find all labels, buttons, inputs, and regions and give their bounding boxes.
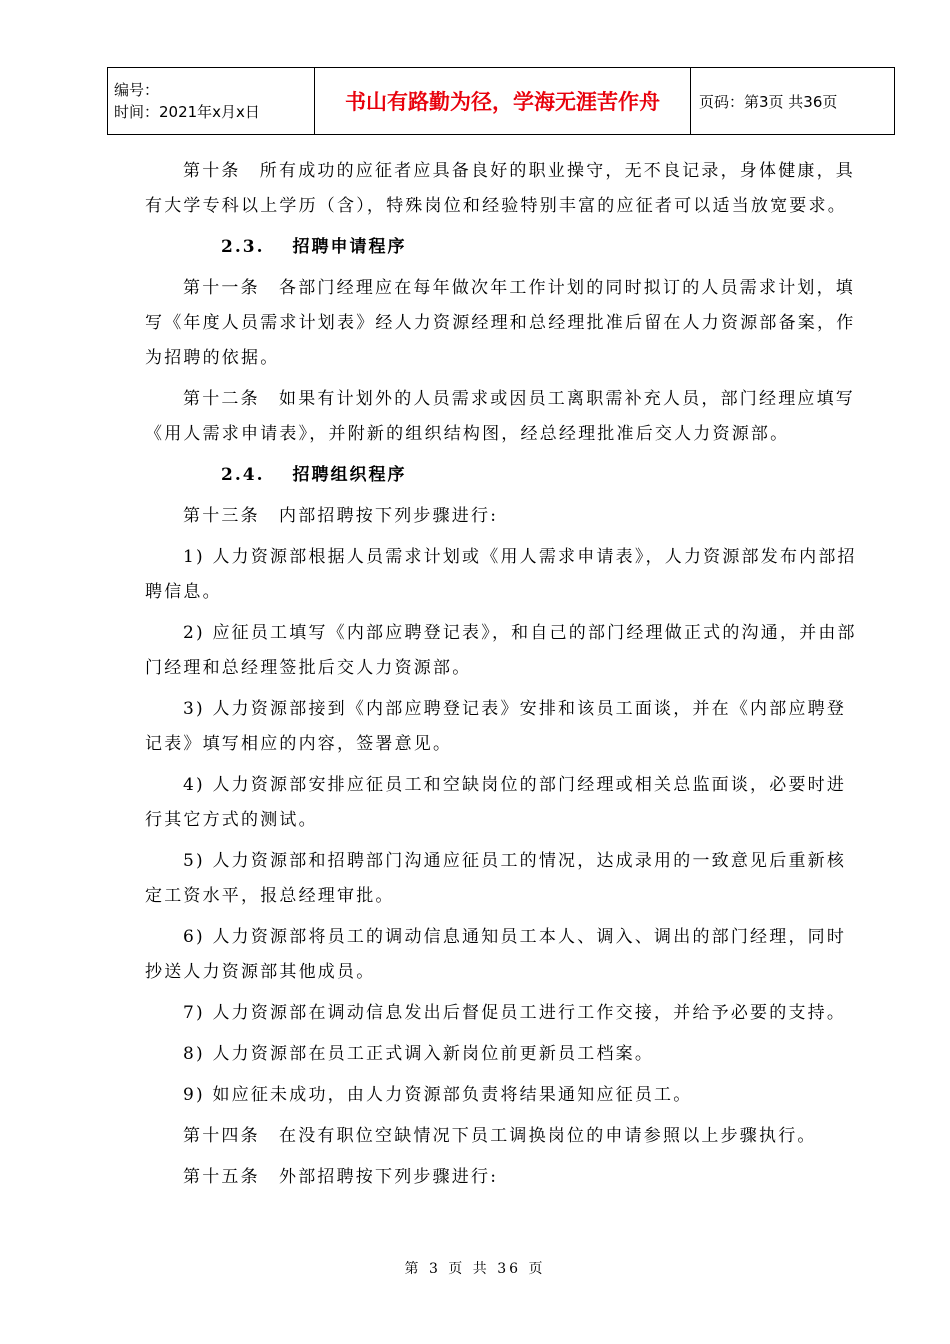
page-footer: 第 3 页 共 36 页 <box>404 1261 546 1277</box>
list-item: 7) 人力资源部在调动信息发出后督促员工进行工作交接，并给予必要的支持。 <box>183 1003 847 1023</box>
section-number: 2.4. <box>221 465 265 485</box>
list-item: 1) 人力资源部根据人员需求计划或《用人需求申请表》，人力资源部发布内部招聘信息。 <box>145 547 857 602</box>
paragraph: 第十二条 如果有计划外的人员需求或因员工离职需补充人员，部门经理应填写《用人需求申请表》，并附新的组织结构图，经总经理批准后交人力资源部。 <box>145 389 855 444</box>
section-heading <box>145 230 865 265</box>
paragraph: 第十条 所有成功的应征者应具备良好的职业操守，无不良记录，身体健康，具有大学专科以上学历（含），特殊岗位和经验特别丰富的应征者可以适当放宽要求。 <box>145 161 855 216</box>
section-heading <box>145 458 865 493</box>
list-item: 4) 人力资源部安排应征员工和空缺岗位的部门经理或相关总监面谈，必要时进行其它方式的测试。 <box>145 775 847 830</box>
section-title: 招聘组织程序 <box>292 465 407 485</box>
header-time-label: 时间：2021年x月x日 <box>114 103 260 121</box>
section-number: 2.3. <box>221 237 265 257</box>
paragraph: 第十五条 外部招聘按下列步骤进行: <box>183 1167 499 1187</box>
document-header <box>107 67 895 135</box>
header-motto: 书山有路勤为径，学海无涯苦作舟 <box>315 68 691 135</box>
header-id-label: 编号： <box>114 81 160 99</box>
document-body <box>145 154 865 1195</box>
header-page-info: 页码：第3页 共36页 <box>691 68 895 135</box>
paragraph: 第十四条 在没有职位空缺情况下员工调换岗位的申请参照以上步骤执行。 <box>183 1126 817 1146</box>
paragraph: 第十三条 内部招聘按下列步骤进行: <box>183 506 499 526</box>
header-meta <box>108 68 315 135</box>
list-item: 2) 应征员工填写《内部应聘登记表》，和自己的部门经理做正式的沟通，并由部门经理和总经理签批后交人力资源部。 <box>145 623 857 678</box>
list-item: 6) 人力资源部将员工的调动信息通知员工本人、调入、调出的部门经理，同时抄送人力资源部其他成员。 <box>145 927 847 982</box>
list-item: 5) 人力资源部和招聘部门沟通应征员工的情况，达成录用的一致意见后重新核定工资水平，报总经理审批。 <box>145 851 847 906</box>
paragraph: 第十一条 各部门经理应在每年做次年工作计划的同时拟订的人员需求计划，填写《年度人员需求计划表》经人力资源经理和总经理批准后留在人力资源部备案，作为招聘的依据。 <box>145 278 856 368</box>
list-item: 3) 人力资源部接到《内部应聘登记表》安排和该员工面谈，并在《内部应聘登记表》填写相应的内容，签署意见。 <box>145 699 847 754</box>
list-item: 9) 如应征未成功，由人力资源部负责将结果通知应征员工。 <box>183 1085 693 1105</box>
list-item: 8) 人力资源部在员工正式调入新岗位前更新员工档案。 <box>183 1044 655 1064</box>
section-title: 招聘申请程序 <box>292 237 407 257</box>
